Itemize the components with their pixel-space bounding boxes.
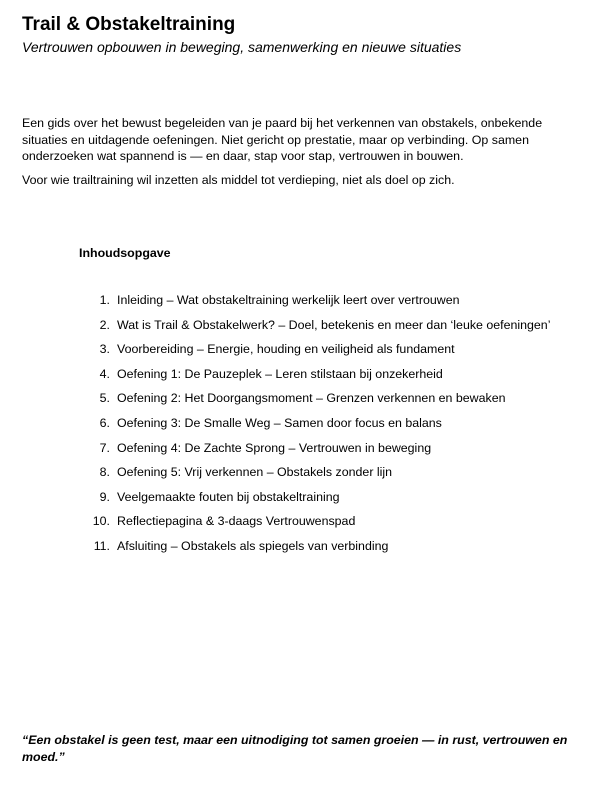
toc-item	[0, 366, 600, 391]
toc-item-text: Oefening 2: Het Doorgangsmoment – Grenzen verkennen en bewaken	[117, 391, 506, 406]
toc-item-text: Oefening 5: Vrij verkennen – Obstakels zonder lijn	[117, 465, 393, 480]
audience-paragraph: Voor wie trailtraining wil inzetten als middel tot verdieping, niet als doel op zich.	[22, 173, 455, 187]
toc-item	[0, 513, 600, 538]
toc-heading: Inhoudsopgave	[79, 246, 171, 260]
toc-item-number: 1.	[99, 293, 110, 307]
toc-item	[0, 390, 600, 415]
toc-item	[0, 292, 600, 317]
toc-item-number: 6.	[99, 415, 110, 430]
toc-item	[0, 341, 600, 366]
toc-item-number: 7.	[99, 440, 110, 455]
toc-item	[0, 489, 600, 514]
page-subtitle: Vertrouwen opbouwen in beweging, samenwerking en nieuwe situaties	[22, 39, 462, 55]
toc-item	[0, 415, 600, 440]
toc-item-number: 11.	[93, 538, 110, 553]
toc-item-number: 4.	[99, 366, 110, 381]
intro-paragraph: Een gids over het bewust begeleiden van je paard bij het verkennen van obstakels, onbekende situaties en uitdagende oefeningen. Niet gericht op prestatie, maar op verbinding. Op samen onderzoeken wat spannend is — en daar, stap voor stap, vertrouwen in bouwen.	[22, 116, 543, 163]
toc-item-number: 5.	[99, 391, 110, 406]
toc-item-text: Wat is Trail & Obstakelwerk? – Doel, betekenis en meer dan ‘leuke oefeningen’	[117, 317, 551, 332]
page-title: Trail & Obstakeltraining	[22, 14, 236, 35]
toc-item-number: 8.	[99, 465, 110, 480]
toc-item-number: 3.	[99, 342, 110, 357]
toc-item-text: Oefening 4: De Zachte Sprong – Vertrouwen in beweging	[117, 440, 432, 455]
table-of-contents	[0, 292, 600, 563]
toc-item	[0, 464, 600, 489]
toc-item-number: 9.	[99, 489, 110, 504]
toc-item-text: Afsluiting – Obstakels als spiegels van verbinding	[117, 538, 389, 553]
toc-item-number: 10.	[92, 514, 110, 529]
closing-quote: “Een obstakel is geen test, maar een uitnodiging tot samen groeien — in rust, vertrouwen en moed.”	[22, 733, 568, 764]
toc-item-text: Oefening 1: De Pauzeplek – Leren stilstaan bij onzekerheid	[117, 366, 443, 381]
toc-item	[0, 317, 600, 342]
toc-item	[0, 538, 600, 563]
toc-item-text: Veelgemaakte fouten bij obstakeltraining	[117, 489, 340, 504]
toc-item-text: Inleiding – Wat obstakeltraining werkelijk leert over vertrouwen	[117, 293, 460, 307]
toc-item-text: Reflectiepagina & 3-daags Vertrouwenspad	[117, 514, 356, 529]
toc-item-text: Voorbereiding – Energie, houding en veiligheid als fundament	[117, 342, 455, 357]
toc-item-number: 2.	[99, 317, 110, 332]
toc-item-text: Oefening 3: De Smalle Weg – Samen door focus en balans	[117, 415, 442, 430]
toc-item	[0, 440, 600, 465]
